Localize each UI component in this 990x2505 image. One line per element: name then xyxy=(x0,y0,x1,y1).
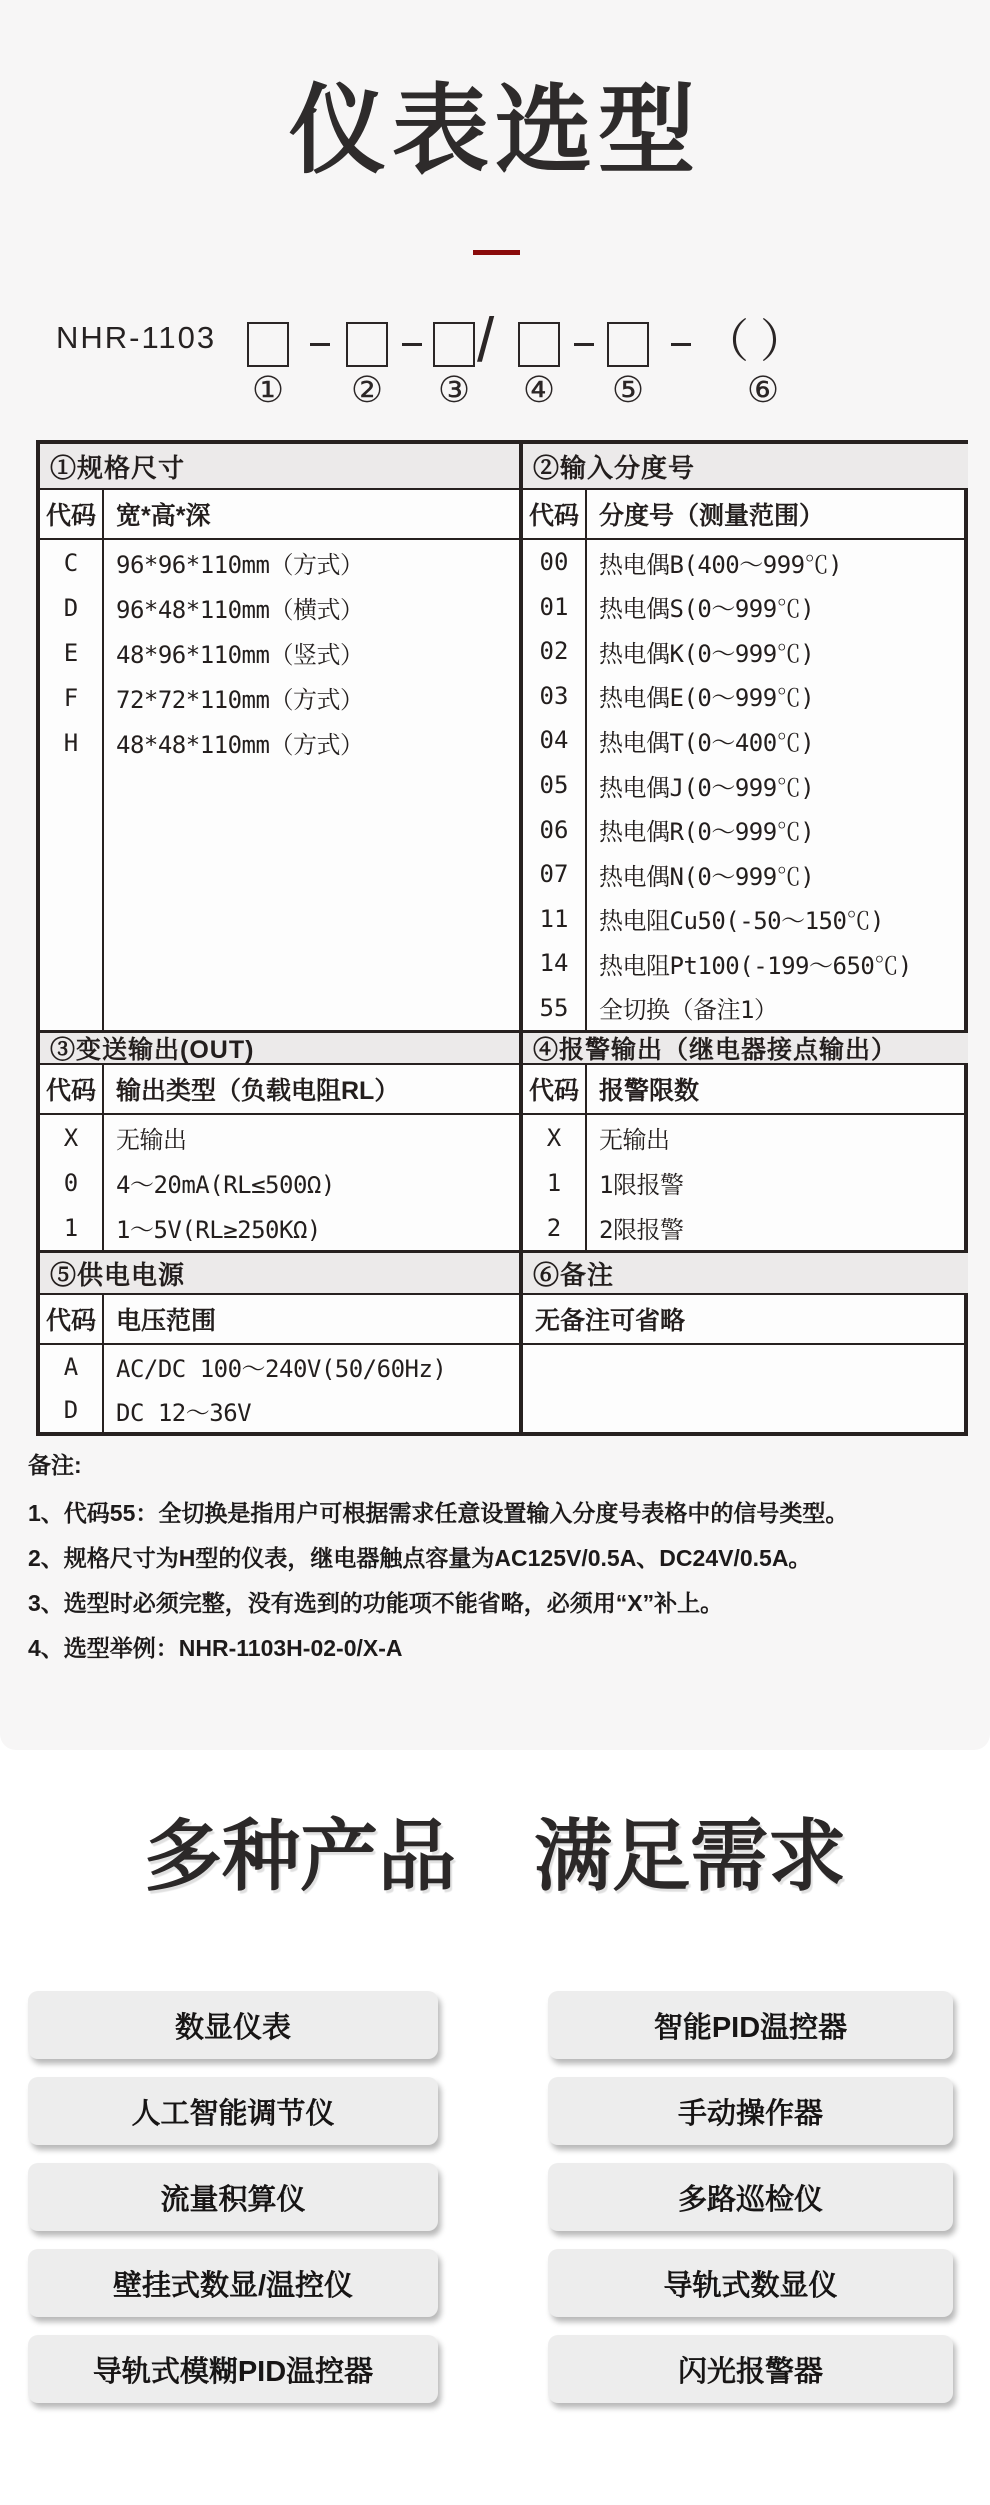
dash-separator xyxy=(402,343,422,346)
product-button-ai-regulator[interactable]: 人工智能调节仪 xyxy=(28,2077,438,2145)
empty-cell xyxy=(523,1345,968,1432)
dash-separator xyxy=(671,343,691,346)
desc-cell: 热电阻Pt100(-199～650℃) xyxy=(599,951,912,980)
col-header-code: 代码 xyxy=(523,490,587,538)
desc-cell: DC 12～36V xyxy=(116,1398,252,1427)
product-button-smart-pid-controller[interactable]: 智能PID温控器 xyxy=(548,1991,953,2059)
code-cell: 14 xyxy=(539,949,569,978)
code-cell: A xyxy=(63,1352,79,1381)
col-header-code: 代码 xyxy=(40,490,104,538)
code-cell: F xyxy=(63,683,79,712)
model-box-1 xyxy=(247,322,289,367)
desc-cell: 热电偶J(0～999℃) xyxy=(599,773,815,802)
footnote-item: 3、选型时必须完整，没有选到的功能项不能省略，必须用“X”补上。 xyxy=(28,1590,724,1616)
desc-cell: 1限报警 xyxy=(599,1171,684,1199)
circled-5: ⑤ xyxy=(611,369,645,410)
paren-close: ） xyxy=(760,315,806,367)
section-title: ③变送输出(OUT) xyxy=(40,1033,519,1065)
desc-cell: 热电偶T(0～400℃) xyxy=(599,728,815,757)
product-button-din-rail-fuzzy-pid[interactable]: 导轨式模糊PID温控器 xyxy=(28,2335,438,2403)
desc-cell: 48*48*110mm（方式） xyxy=(116,731,364,759)
code-cell: 1 xyxy=(63,1213,79,1242)
circled-6: ⑥ xyxy=(746,369,780,410)
code-cell: 00 xyxy=(539,548,569,577)
dash-separator xyxy=(310,343,330,346)
section-title: ⑤供电电源 xyxy=(40,1253,519,1295)
col-header-code: 代码 xyxy=(40,1065,104,1113)
desc-cell: 无输出 xyxy=(116,1126,187,1154)
code-cell: C xyxy=(63,548,79,577)
desc-cell: 热电偶B(400～999℃) xyxy=(599,550,843,579)
code-cell: 11 xyxy=(539,904,569,933)
desc-cell: 全切换（备注1） xyxy=(599,996,778,1025)
col-header-code: 代码 xyxy=(40,1295,104,1343)
remark-note: 无备注可省略 xyxy=(523,1295,968,1345)
col-header-desc: 宽*高*深 xyxy=(116,502,211,530)
product-button-digital-display-meter[interactable]: 数显仪表 xyxy=(28,1991,438,2059)
products-heading xyxy=(0,1814,990,1900)
circled-2: ② xyxy=(350,369,384,410)
desc-cell: 48*96*110mm（竖式） xyxy=(116,641,364,669)
col-header-code: 代码 xyxy=(523,1065,587,1113)
desc-cell: 2限报警 xyxy=(599,1216,684,1244)
selection-table xyxy=(36,440,968,1436)
desc-cell: 96*96*110mm（方式） xyxy=(116,551,364,579)
code-cell: X xyxy=(546,1123,562,1152)
code-cell: D xyxy=(63,593,79,622)
col-header-desc: 报警限数 xyxy=(599,1077,700,1105)
model-box-4 xyxy=(518,322,560,367)
circled-1: ① xyxy=(251,369,285,410)
code-cell: X xyxy=(63,1123,79,1152)
model-box-3 xyxy=(433,322,475,367)
desc-cell: 96*48*110mm（横式） xyxy=(116,596,364,624)
footnotes xyxy=(28,1450,963,1660)
section-power-supply xyxy=(40,1250,523,1432)
code-cell: 05 xyxy=(539,771,569,799)
code-cell: D xyxy=(63,1396,79,1425)
desc-cell: 4～20mA(RL≤500Ω) xyxy=(116,1171,335,1199)
footnotes-label: 备注: xyxy=(28,1452,82,1478)
desc-cell: 1～5V(RL≥250KΩ) xyxy=(116,1216,321,1244)
desc-cell: 热电偶K(0～999℃) xyxy=(599,639,815,668)
desc-cell: 热电阻Cu50(-50～150℃) xyxy=(599,907,884,936)
col-header-desc: 输出类型（负载电阻RL） xyxy=(116,1077,400,1105)
product-button-multi-channel-scanner[interactable]: 多路巡检仪 xyxy=(548,2163,953,2231)
circled-3: ③ xyxy=(437,369,471,410)
section-spec-size xyxy=(40,444,523,1030)
section-title: ⑥备注 xyxy=(523,1253,968,1295)
footnote-item: 1、代码55：全切换是指用户可根据需求任意设置输入分度号表格中的信号类型。 xyxy=(28,1500,849,1526)
code-cell: 1 xyxy=(546,1168,562,1197)
slash-separator: / xyxy=(477,306,495,375)
model-box-2 xyxy=(346,322,388,367)
products-heading-right: 满足需求 xyxy=(534,1812,847,1900)
footnote-item: 2、规格尺寸为H型的仪表，继电器触点容量为AC125V/0.5A、DC24V/0.5A。 xyxy=(28,1545,812,1571)
product-button-din-rail-display[interactable]: 导轨式数显仪 xyxy=(548,2249,953,2317)
model-code-diagram xyxy=(0,300,990,430)
paren-open: （ xyxy=(703,315,749,367)
section-title: ①规格尺寸 xyxy=(40,444,519,490)
desc-cell: 热电偶S(0～999℃) xyxy=(599,595,815,624)
code-cell: 01 xyxy=(539,592,569,621)
footnote-item: 4、选型举例：NHR-1103H-02-0/X-A xyxy=(28,1635,403,1661)
col-header-desc: 分度号（测量范围） xyxy=(599,502,825,530)
section-title: ④报警输出（继电器接点输出） xyxy=(523,1033,968,1065)
desc-cell: 热电偶R(0～999℃) xyxy=(599,818,815,847)
dash-separator xyxy=(574,343,594,346)
code-cell: 04 xyxy=(539,726,569,755)
desc-cell: 72*72*110mm（方式） xyxy=(116,686,364,714)
code-cell: 03 xyxy=(539,681,569,710)
desc-cell: AC/DC 100～240V(50/60Hz) xyxy=(116,1355,447,1384)
code-cell: 06 xyxy=(539,815,569,844)
product-button-wall-mount-meter[interactable]: 壁挂式数显/温控仪 xyxy=(28,2249,438,2317)
code-cell: 0 xyxy=(63,1168,79,1197)
section-remark xyxy=(523,1250,968,1432)
title-accent-dash xyxy=(473,250,520,255)
code-cell: 2 xyxy=(546,1213,562,1242)
desc-cell: 热电偶N(0～999℃) xyxy=(599,862,815,891)
col-header-desc: 电压范围 xyxy=(116,1307,217,1335)
model-prefix: NHR-1103 xyxy=(56,320,217,355)
desc-cell: 无输出 xyxy=(599,1126,670,1154)
products-heading-left: 多种产品 xyxy=(143,1812,456,1900)
model-box-5 xyxy=(607,322,649,367)
code-cell: 02 xyxy=(539,637,569,666)
section-transmit-output xyxy=(40,1030,523,1250)
desc-cell: 热电偶E(0～999℃) xyxy=(599,684,815,713)
product-button-flash-alarm[interactable]: 闪光报警器 xyxy=(548,2335,953,2403)
section-alarm-output xyxy=(523,1030,968,1250)
page-title: 仪表选型 xyxy=(289,76,701,185)
product-button-flow-totalizer[interactable]: 流量积算仪 xyxy=(28,2163,438,2231)
section-input-range xyxy=(523,444,968,1030)
code-cell: 07 xyxy=(539,860,569,889)
code-cell: E xyxy=(63,638,79,667)
circled-4: ④ xyxy=(522,369,556,410)
section-title: ②输入分度号 xyxy=(523,444,968,490)
code-cell: H xyxy=(63,728,79,757)
code-cell: 55 xyxy=(539,993,569,1022)
product-button-manual-operator[interactable]: 手动操作器 xyxy=(548,2077,953,2145)
